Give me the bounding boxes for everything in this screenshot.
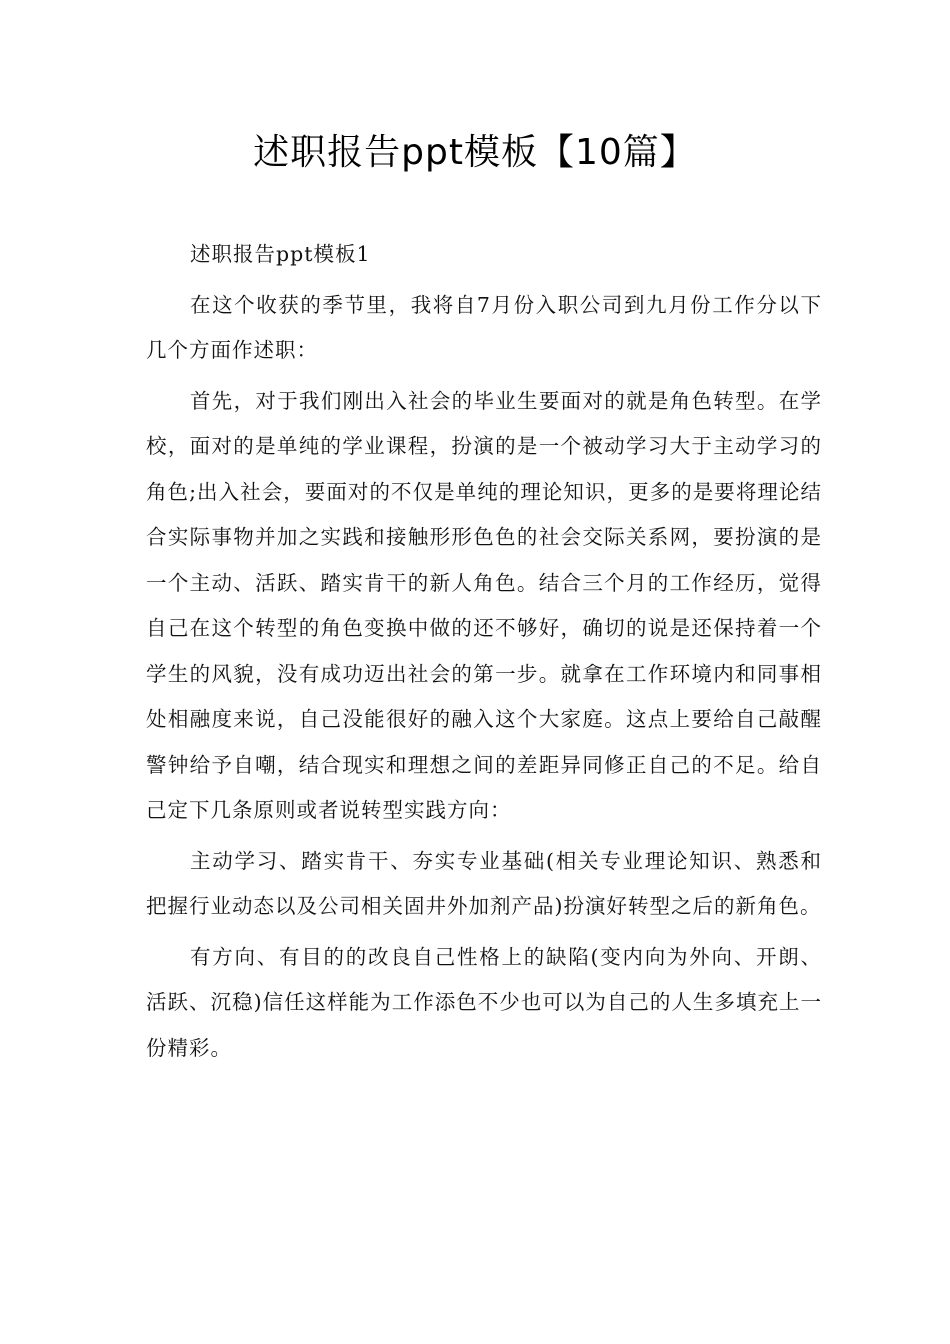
paragraph-role-transition: 首先，对于我们刚出入社会的毕业生要面对的就是角色转型。在学校，面对的是单纯的学业课程，扮演的是一个被动学习大于主动学习的角色;出入社会，要面对的不仅是单纯的理论知识，更多的是要将理论结合实际事物并加之实践和接触形形色色的社会交际关系网，要扮演的是一个主动、活跃、踏实肯干的新人角色。结合三个月的工作经历，觉得自己在这个转型的角色变换中做的还不够好，确切的说是还保持着一个学生的风貌，没有成功迈出社会的第一步。就拿在工作环境内和同事相处相融度来说，自己没能很好的融入这个大家庭。这点上要给自己敲醒警钟给予自嘲，结合现实和理想之间的差距异同修正自己的不足。给自己定下几条原则或者说转型实践方向： [146, 388, 822, 822]
paragraph-intro: 在这个收获的季节里，我将自7月份入职公司到九月份工作分以下几个方面作述职： [146, 292, 822, 362]
paragraph-personality-improvement: 有方向、有目的的改良自己性格上的缺陷(变内向为外向、开朗、活跃、沉稳)信任这样能为工作添色不少也可以为自己的人生多填充上一份精彩。 [146, 944, 822, 1060]
section-heading: 述职报告ppt模板1 [190, 242, 371, 266]
paragraph-active-learning: 主动学习、踏实肯干、夯实专业基础(相关专业理论知识、熟悉和把握行业动态以及公司相关固井外加剂产品)扮演好转型之后的新角色。 [146, 848, 822, 918]
document-title: 述职报告ppt模板【10篇】 [253, 132, 697, 173]
document-body [146, 232, 822, 1071]
